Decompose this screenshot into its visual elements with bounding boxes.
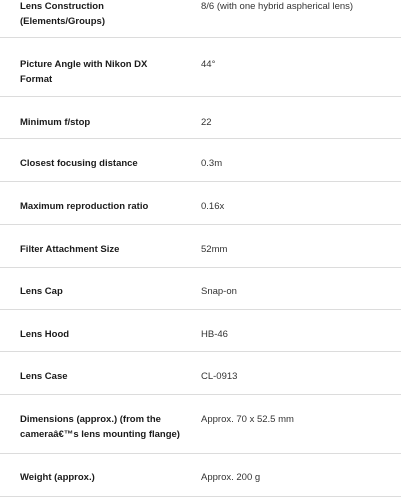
- spec-row-lens-cap: [0, 268, 401, 310]
- spec-label: Picture Angle with Nikon DX Format: [20, 59, 148, 85]
- spec-label: Lens Construction (Elements/Groups): [20, 1, 105, 27]
- spec-value: 0.16x: [201, 201, 225, 212]
- spec-value: 44°: [201, 59, 216, 70]
- spec-row-lens-construction: [0, 0, 401, 38]
- spec-value: CL-0913: [201, 371, 238, 382]
- spec-row-weight: [0, 454, 401, 497]
- spec-row-filter-size: [0, 225, 401, 268]
- spec-row-minimum-fstop: [0, 97, 401, 139]
- spec-value: 22: [201, 117, 212, 128]
- spec-row-lens-hood: [0, 310, 401, 352]
- spec-value: 52mm: [201, 244, 228, 255]
- spec-value: Approx. 70 x 52.5 mm: [201, 414, 294, 425]
- spec-value: Snap-on: [201, 286, 237, 297]
- spec-label: Maximum reproduction ratio: [20, 201, 149, 212]
- spec-row-dimensions: [0, 395, 401, 454]
- spec-label: Weight (approx.): [20, 472, 95, 483]
- spec-label: Lens Case: [20, 371, 68, 382]
- spec-value: HB-46: [201, 329, 228, 340]
- spec-row-lens-case: [0, 352, 401, 395]
- spec-row-picture-angle: [0, 38, 401, 97]
- spec-label: Dimensions (approx.) (from the cameraâ€™s lens mounting flange): [20, 414, 180, 440]
- spec-label: Filter Attachment Size: [20, 244, 120, 255]
- spec-label: Minimum f/stop: [20, 117, 91, 128]
- spec-label: Closest focusing distance: [20, 158, 138, 169]
- spec-value: 8/6 (with one hybrid aspherical lens): [201, 1, 354, 12]
- spec-row-reproduction-ratio: [0, 182, 401, 225]
- spec-label: Lens Hood: [20, 329, 70, 340]
- spec-label: Lens Cap: [20, 286, 63, 297]
- spec-value: 0.3m: [201, 158, 223, 169]
- spec-value: Approx. 200 g: [201, 472, 261, 483]
- spec-row-closest-focusing: [0, 139, 401, 182]
